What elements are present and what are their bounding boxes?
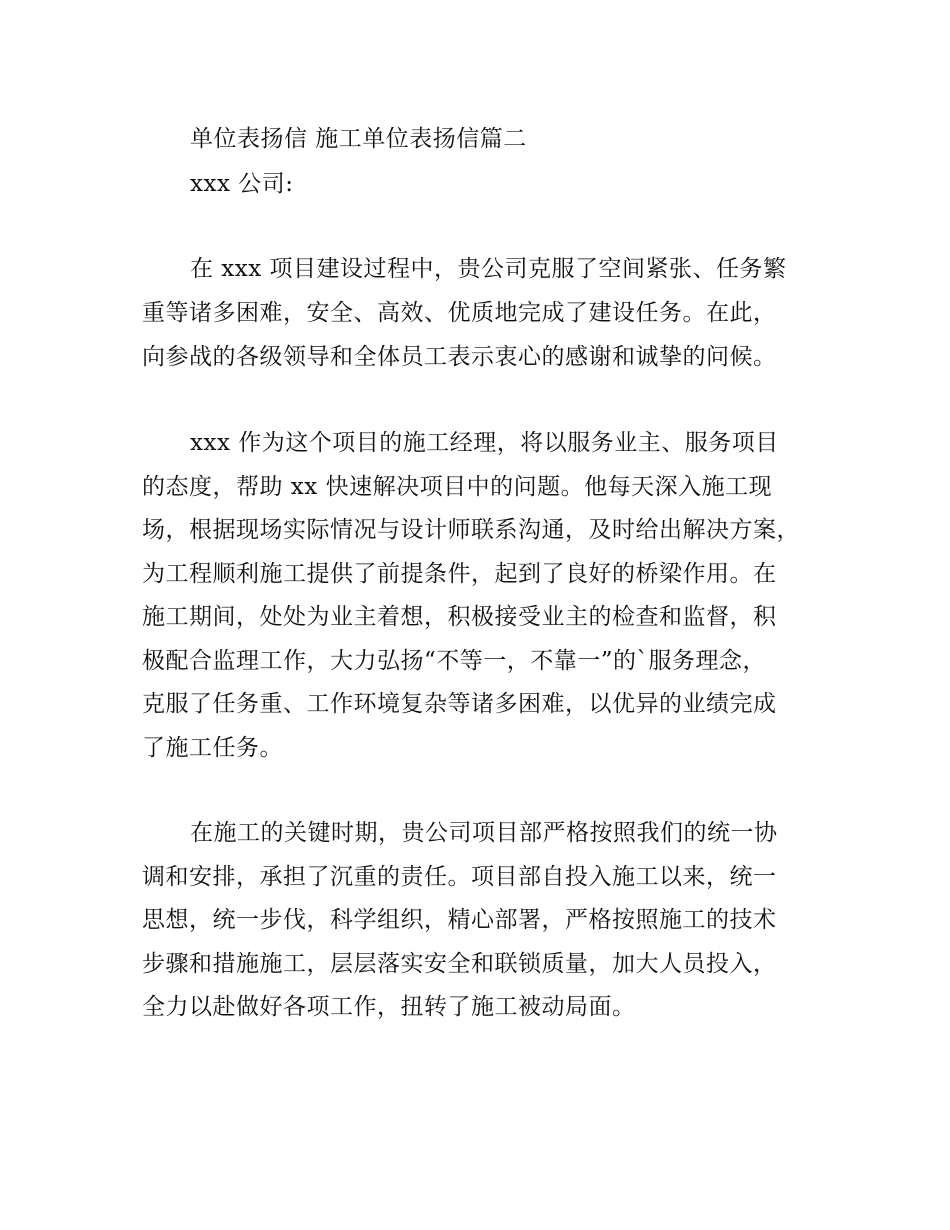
paragraph-line: 步骤和措施施工，层层落实安全和联锁质量，加大人员投入， xyxy=(142,951,777,977)
paragraph-line: 场，根据现场实际情况与设计师联系沟通，及时给出解决方案， xyxy=(142,517,800,543)
paragraph-line: 全力以赴做好各项工作，扭转了施工被动局面。 xyxy=(142,994,636,1020)
paragraph-line: 施工期间，处处为业主着想，积极接受业主的检查和监督，积 xyxy=(142,604,777,630)
paragraph-line: 在 xxx 项目建设过程中，贵公司克服了空间紧张、任务繁 xyxy=(190,256,787,282)
paragraph-line: 在施工的关键时期，贵公司项目部严格按照我们的统一协 xyxy=(190,820,778,846)
paragraph-line: 向参战的各级领导和全体员工表示衷心的感谢和诚挚的问候。 xyxy=(142,344,777,370)
paragraph-line: 的态度，帮助 xx 快速解决项目中的问题。他每天深入施工现 xyxy=(142,474,773,500)
paragraph-line: 极配合监理工作，大力弘扬“不等一，不靠一”的`服务理念， xyxy=(142,648,767,674)
paragraph-line: 克服了任务重、工作环境复杂等诸多困难，以优异的业绩完成 xyxy=(142,691,777,717)
paragraph-line: 重等诸多困难，安全、高效、优质地完成了建设任务。在此， xyxy=(142,300,777,326)
salutation: xxx 公司: xyxy=(190,171,294,197)
paragraph-line: 了施工任务。 xyxy=(142,735,283,761)
document-title: 单位表扬信 施工单位表扬信篇二 xyxy=(190,126,527,152)
paragraph-line: 思想，统一步伐，科学组织，精心部署，严格按照施工的技术 xyxy=(142,907,777,933)
paragraph-line: 调和安排，承担了沉重的责任。项目部自投入施工以来，统一 xyxy=(142,864,777,890)
paragraph-line: 为工程顺利施工提供了前提条件，起到了良好的桥梁作用。在 xyxy=(142,561,777,587)
paragraph-line: xxx 作为这个项目的施工经理，将以服务业主、服务项目 xyxy=(190,430,779,456)
